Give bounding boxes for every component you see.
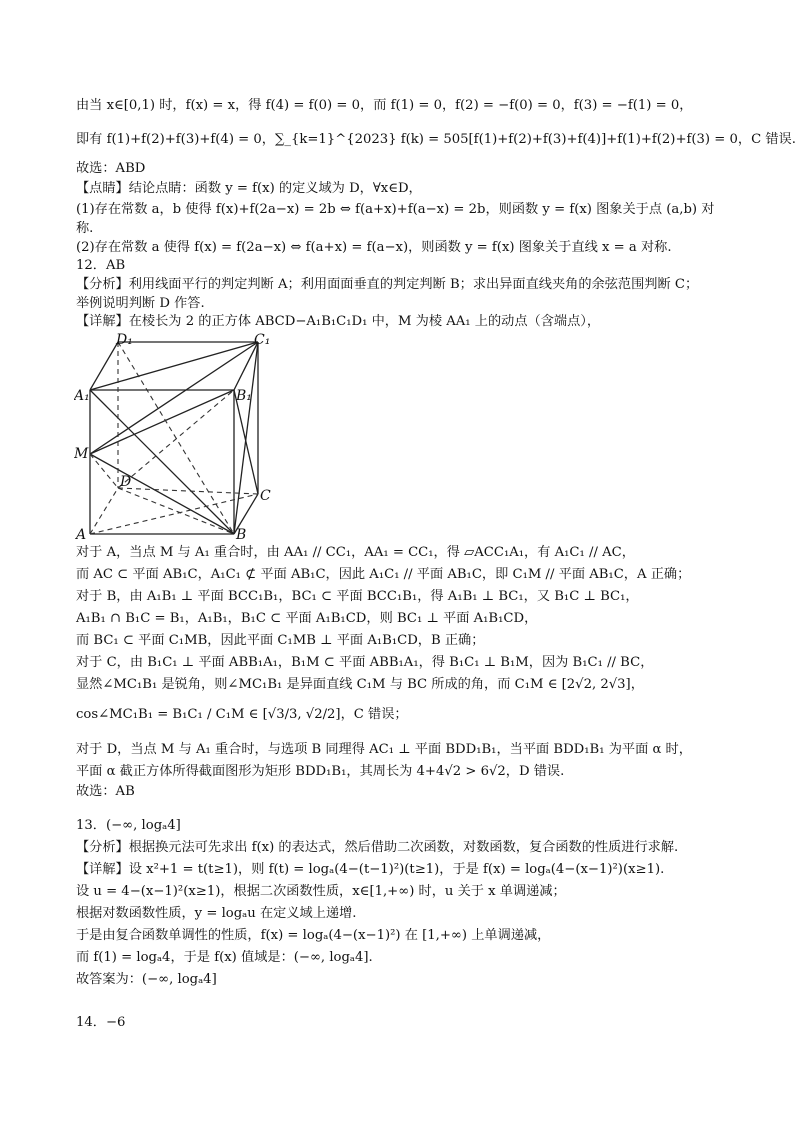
label-D: D [120, 474, 132, 490]
text-line-12: 对于 A，当点 M 与 A₁ 重合时，由 AA₁ // CC₁，AA₁ = CC₁，得 ▱ACC₁A₁，有 A₁C₁ // AC， [76, 545, 635, 560]
label-B1: B₁ [236, 388, 252, 404]
text-line-21: 平面 α 截正方体所得截面图形为矩形 BDD₁B₁，其周长为 4+4√2 > 6√2，D 错误. [76, 764, 565, 779]
text-line-24: 【分析】根据换元法可先求出 f(x) 的表达式，然后借助二次函数，对数函数，复合函数的性质进行求解. [76, 840, 679, 855]
text-line-3: 故选：ABD [76, 161, 146, 176]
text-line-15: A₁B₁ ∩ B₁C = B₁，A₁B₁，B₁C ⊂ 平面 A₁B₁CD，则 BC₁ ⊥ 平面 A₁B₁CD， [76, 611, 538, 626]
text-line-27: 根据对数函数性质，y = logₐu 在定义域上递增. [76, 906, 357, 921]
segment-MD-hidden [90, 454, 118, 488]
segment-DB1-hidden [118, 390, 234, 488]
text-line-10: 举例说明判断 D 作答. [76, 296, 205, 311]
text-line-11: 【详解】在棱长为 2 的正方体 ABCD−A₁B₁C₁D₁ 中，M 为棱 AA₁ 上的动点（含端点）， [76, 314, 601, 329]
text-line-16: 而 BC₁ ⊂ 平面 C₁MB，因此平面 C₁MB ⊥ 平面 A₁B₁CD，B 正确； [76, 633, 485, 648]
text-line-25: 【详解】设 x²+1 = t(t≥1)，则 f(t) = logₐ(4−(t−1)²)(t≥1)，于是 f(x) = logₐ(4−(x−1)²)(x≥1). [76, 862, 665, 877]
text-line-28: 于是由复合函数单调性的性质，f(x) = logₐ(4−(x−1)²) 在 [1,+∞) 上单调递减， [76, 928, 551, 943]
segment-D1B-hidden [118, 342, 234, 534]
segment-A1B [90, 390, 234, 534]
text-line-20: 对于 D，当点 M 与 A₁ 重合时，与选项 B 同理得 AC₁ ⊥ 平面 BDD₁B₁，当平面 BDD₁B₁ 为平面 α 时， [76, 742, 692, 757]
text-line-13: 而 AC ⊂ 平面 AB₁C，A₁C₁ ⊄ 平面 AB₁C，因此 A₁C₁ // 平面 AB₁C，即 C₁M // 平面 AB₁C，A 正确； [76, 567, 691, 582]
segment-A1C1 [90, 342, 258, 390]
segment-MB1 [90, 390, 234, 454]
segment-MB [90, 454, 234, 534]
cube-figure [74, 330, 274, 540]
segment-DB-hidden [118, 488, 234, 534]
label-A: A [76, 527, 87, 540]
text-line-29: 而 f(1) = logₐ4，于是 f(x) 值域是：(−∞, logₐ4]. [76, 950, 373, 965]
text-line-19: cos∠MC₁B₁ = B₁C₁ / C₁M ∈ [√3/3, √2/2]，C 错误； [76, 707, 408, 722]
text-line-26: 设 u = 4−(x−1)²(x≥1)，根据二次函数性质，x∈[1,+∞) 时，u 关于 x 单调递减； [76, 884, 566, 899]
text-line-31: 14．−6 [76, 1015, 126, 1030]
text-line-5: (1)存在常数 a，b 使得 f(x)+f(2a−x) = 2b ⇔ f(a+x)+f(a−x) = 2b，则函数 y = f(x) 图象关于点 (a,b) 对 [76, 202, 715, 217]
text-line-8: 12．AB [76, 258, 126, 273]
label-D1: D₁ [116, 332, 133, 348]
label-C1: C₁ [254, 332, 271, 348]
text-line-1: 由当 x∈[0,1) 时，f(x) = x，得 f(4) = f(0) = 0，而 f(1) = 0，f(2) = −f(0) = 0，f(3) = −f(1) = 0， [76, 98, 693, 113]
text-line-30: 故答案为：(−∞, logₐ4] [76, 972, 217, 987]
text-line-6: 称. [76, 221, 94, 236]
label-B: B [236, 527, 247, 540]
label-C: C [260, 488, 271, 504]
label-A1: A₁ [74, 388, 90, 404]
text-line-18: 显然∠MC₁B₁ 是锐角，则∠MC₁B₁ 是异面直线 C₁M 与 BC 所成的角，而 C₁M ∈ [2√2, 2√3]， [76, 677, 644, 692]
text-line-17: 对于 C，由 B₁C₁ ⊥ 平面 ABB₁A₁，B₁M ⊂ 平面 ABB₁A₁，得 B₁C₁ ⊥ B₁M，因为 B₁C₁ // BC， [76, 655, 654, 670]
text-line-2: 即有 f(1)+f(2)+f(3)+f(4) = 0，∑_{k=1}^{2023} f(k) = 505[f(1)+f(2)+f(3)+f(4)]+f(1)+f(2)+f(3) = 0，C 错误. [76, 132, 796, 147]
label-M: M [74, 446, 89, 462]
text-line-7: (2)存在常数 a 使得 f(x) = f(2a−x) ⇔ f(a+x) = f(a−x)，则函数 y = f(x) 图象关于直线 x = a 对称. [76, 240, 672, 255]
segment-MC1 [90, 342, 258, 454]
text-line-9: 【分析】利用线面平行的判定判断 A；利用面面垂直的判定判断 B；求出异面直线夹角的余弦范围判断 C； [76, 277, 699, 292]
edge-AD-hidden [90, 488, 118, 534]
text-line-4: 【点睛】结论点睛：函数 y = f(x) 的定义域为 D，∀x∈D， [76, 181, 422, 196]
text-line-14: 对于 B，由 A₁B₁ ⊥ 平面 BCC₁B₁，BC₁ ⊂ 平面 BCC₁B₁，得 A₁B₁ ⊥ BC₁，又 B₁C ⊥ BC₁， [76, 589, 639, 604]
segment-BC1 [234, 342, 258, 534]
text-line-23: 13．(−∞, logₐ4] [76, 818, 181, 833]
text-line-22: 故选：AB [76, 784, 135, 799]
